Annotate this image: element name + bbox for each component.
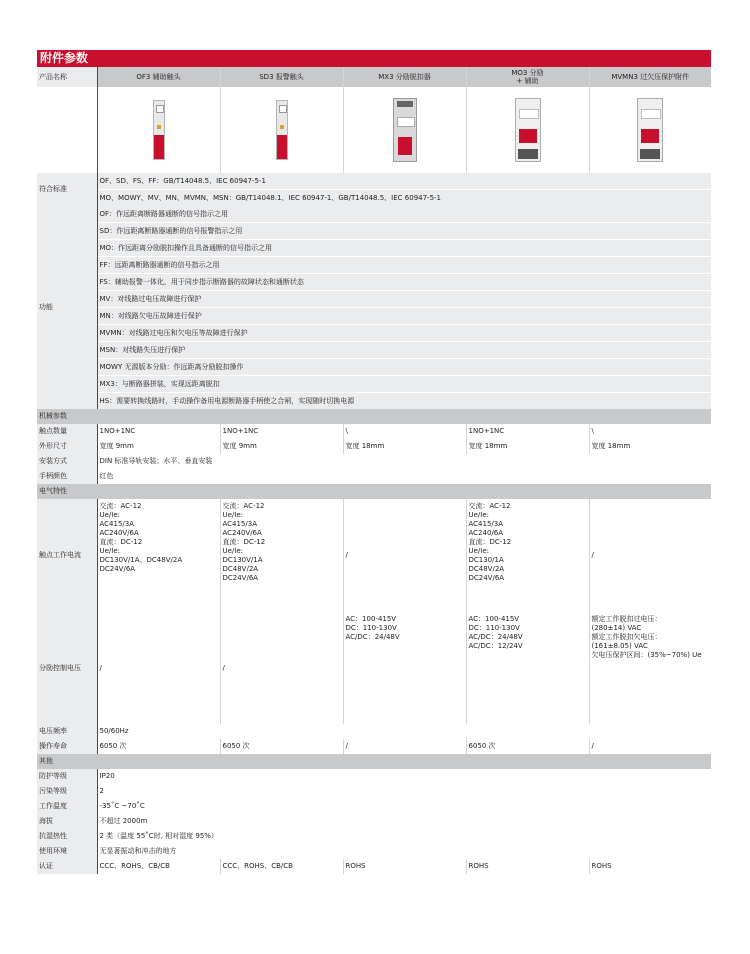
line: 欠电压保护区间：(35%~70%) Ue — [591, 651, 702, 659]
trip-cell-mo3 — [466, 612, 589, 724]
cell: 宽度 18mm — [466, 439, 589, 454]
function-line: FF：远距离断路器通断的信号指示之用 — [97, 257, 711, 274]
cell: 宽度 9mm — [97, 439, 220, 454]
cell: 宽度 18mm — [589, 439, 711, 454]
function-line: MN：对线路欠电压故障进行保护 — [97, 308, 711, 325]
row-label: 操作寿命 — [37, 739, 97, 754]
current-cell-of3 — [97, 499, 220, 612]
line: AC240V/6A — [222, 529, 262, 537]
row-label: 分励控制电压 — [37, 612, 97, 724]
line: AC240V/6A — [99, 529, 139, 537]
mx3-product-image — [393, 98, 417, 162]
row-label: 海拔 — [37, 814, 97, 829]
line: 交流：AC-12 — [468, 502, 511, 510]
cell: 6050 次 — [220, 739, 343, 754]
cell: IP20 — [97, 769, 711, 784]
page-title: 附件参数 — [37, 50, 711, 67]
function-line: HS：需要转换线路时，手动操作备用电源断路器手柄使之合闸，实现随时切换电源 — [97, 393, 711, 410]
header-cell-mx3: MX3 分励脱扣器 — [343, 67, 466, 87]
current-cell-mo3 — [466, 499, 589, 612]
line: 交流：AC-12 — [99, 502, 142, 510]
line: DC24V/6A — [468, 574, 505, 582]
current-cell-sd3 — [220, 499, 343, 612]
product-image-row — [37, 87, 711, 173]
row-label: 抗湿热性 — [37, 829, 97, 844]
function-line: MOWY 无源版本分励：作远距离分励脱扣操作 — [97, 359, 711, 376]
line: Ue/Ie: — [99, 511, 121, 519]
mvmn3-product-image — [637, 98, 663, 162]
section-electrical: 电气特性 — [37, 484, 711, 499]
cell: 2 类（温度 55˚C时, 相对湿度 95%） — [97, 829, 711, 844]
cell: CCC、ROHS、CB/CB — [97, 859, 220, 874]
line: AC/DC：12/24V — [468, 642, 523, 650]
line: Ue/Ie: — [468, 511, 490, 519]
function-line: MV：对线路过电压故障进行保护 — [97, 291, 711, 308]
header-cell-name: 产品名称 — [37, 67, 97, 87]
line: 交流：AC-12 — [222, 502, 265, 510]
header-row — [37, 67, 711, 87]
row-label: 工作温度 — [37, 799, 97, 814]
cell: 不超过 2000m — [97, 814, 711, 829]
row-label: 安装方式 — [37, 454, 97, 469]
line: Ue/Ie: — [99, 547, 121, 555]
line: AC/DC：24/48V — [345, 633, 400, 641]
standard-label: 符合标准 — [37, 173, 97, 206]
cell: -35˚C ~70˚C — [97, 799, 711, 814]
of3-product-image — [153, 100, 165, 160]
cell: \ — [343, 424, 466, 439]
accessory-spec-sheet — [37, 50, 711, 874]
row-label: 触点数量 — [37, 424, 97, 439]
line: 直流：DC-12 — [99, 538, 143, 546]
cell: DIN 标准导轨安装；水平、垂直安装 — [97, 454, 711, 469]
cell: ROHS — [343, 859, 466, 874]
line: Ue/Ie: — [468, 547, 490, 555]
cell: 宽度 9mm — [220, 439, 343, 454]
spec-table — [37, 67, 711, 874]
function-line: SD：作远距离断路器通断的信号报警指示之用 — [97, 223, 711, 240]
function-line: MVMN：对线路过电压和欠电压等故障进行保护 — [97, 325, 711, 342]
header-cell-of3: OF3 辅助触头 — [97, 67, 220, 87]
section-other: 其他 — [37, 754, 711, 769]
cell: 2 — [97, 784, 711, 799]
cell: / — [589, 739, 711, 754]
function-line: OF：作远距离断路器通断的信号指示之用 — [97, 206, 711, 223]
cell: ROHS — [466, 859, 589, 874]
line: DC130/1A — [468, 556, 504, 564]
line: AC240/6A — [468, 529, 504, 537]
line: DC：110-130V — [345, 624, 397, 632]
cell: CCC、ROHS、CB/CB — [220, 859, 343, 874]
cell: 1NO+1NC — [466, 424, 589, 439]
line: AC：100-415V — [345, 615, 397, 623]
cell: ROHS — [589, 859, 711, 874]
line: 直流：DC-12 — [468, 538, 512, 546]
cell: 50/60Hz — [97, 724, 711, 739]
function-line: FS：辅助报警一体化，用于同步指示断路器的故障状态和通断状态 — [97, 274, 711, 291]
line: Ue/Ie: — [222, 547, 244, 555]
function-line: MSN：对线路失压进行保护 — [97, 342, 711, 359]
cell: 6050 次 — [466, 739, 589, 754]
mo3-product-image — [515, 98, 541, 162]
line: (161±8.05) VAC — [591, 642, 648, 650]
header-cell-mo3: MO3 分励 + 辅助 — [466, 67, 589, 87]
row-label: 外形尺寸 — [37, 439, 97, 454]
sd3-product-image — [276, 100, 288, 160]
function-label: 功能 — [37, 206, 97, 409]
cell: 红色 — [97, 469, 711, 484]
current-cell-mx3: / — [343, 499, 466, 612]
line: DC48V/2A — [468, 565, 505, 573]
function-line: MO：作远距离分励脱扣操作且具备通断的信号指示之用 — [97, 240, 711, 257]
row-label: 污染等级 — [37, 784, 97, 799]
standard-line: MO、MOWY、MV、MN、MVMN、MSN：GB/T14048.1、IEC 60947-1、GB/T14048.5、IEC 60947-5-1 — [97, 190, 711, 207]
standard-line: OF、SD、FS、FF：GB/T14048.5、IEC 60947-5-1 — [97, 173, 711, 190]
cell: \ — [589, 424, 711, 439]
cell: / — [343, 739, 466, 754]
trip-cell-mx3 — [343, 612, 466, 724]
line: AC：100-415V — [468, 615, 520, 623]
row-label: 电压频率 — [37, 724, 97, 739]
cell: 宽度 18mm — [343, 439, 466, 454]
row-label: 手柄颜色 — [37, 469, 97, 484]
line: AC415/3A — [99, 520, 135, 528]
line: DC：110-130V — [468, 624, 520, 632]
row-label: 认证 — [37, 859, 97, 874]
line: DC130V/1A、DC48V/2A — [99, 556, 183, 564]
header-cell-sd3: SD3 报警触头 — [220, 67, 343, 87]
function-line: MX3：与断路器拼装，实现远距离脱扣 — [97, 376, 711, 393]
line: DC24V/6A — [222, 574, 259, 582]
cell: 1NO+1NC — [220, 424, 343, 439]
line: 额定工作脱扣欠电压： — [591, 633, 662, 641]
line: 额定工作脱扣过电压： — [591, 615, 662, 623]
cell: 6050 次 — [97, 739, 220, 754]
trip-cell-of3: / — [97, 612, 220, 724]
cell: 1NO+1NC — [97, 424, 220, 439]
line: AC415/3A — [468, 520, 504, 528]
line: 直流：DC-12 — [222, 538, 266, 546]
trip-cell-sd3: / — [220, 612, 343, 724]
cell: 无显著振动和冲击的地方 — [97, 844, 711, 859]
row-label: 防护等级 — [37, 769, 97, 784]
line: DC48V/2A — [222, 565, 259, 573]
current-cell-mvmn3: / — [589, 499, 711, 612]
line: AC415/3A — [222, 520, 258, 528]
line: DC130V/1A — [222, 556, 263, 564]
line: (280±14) VAC — [591, 624, 642, 632]
header-cell-mvmn3: MVMN3 过欠压保护附件 — [589, 67, 711, 87]
line: Ue/Ie: — [222, 511, 244, 519]
row-label: 触点工作电流 — [37, 499, 97, 612]
section-mechanical: 机械参数 — [37, 409, 711, 424]
trip-cell-mvmn3 — [589, 612, 711, 724]
line: DC24V/6A — [99, 565, 136, 573]
line: AC/DC：24/48V — [468, 633, 523, 641]
row-label: 使用环境 — [37, 844, 97, 859]
